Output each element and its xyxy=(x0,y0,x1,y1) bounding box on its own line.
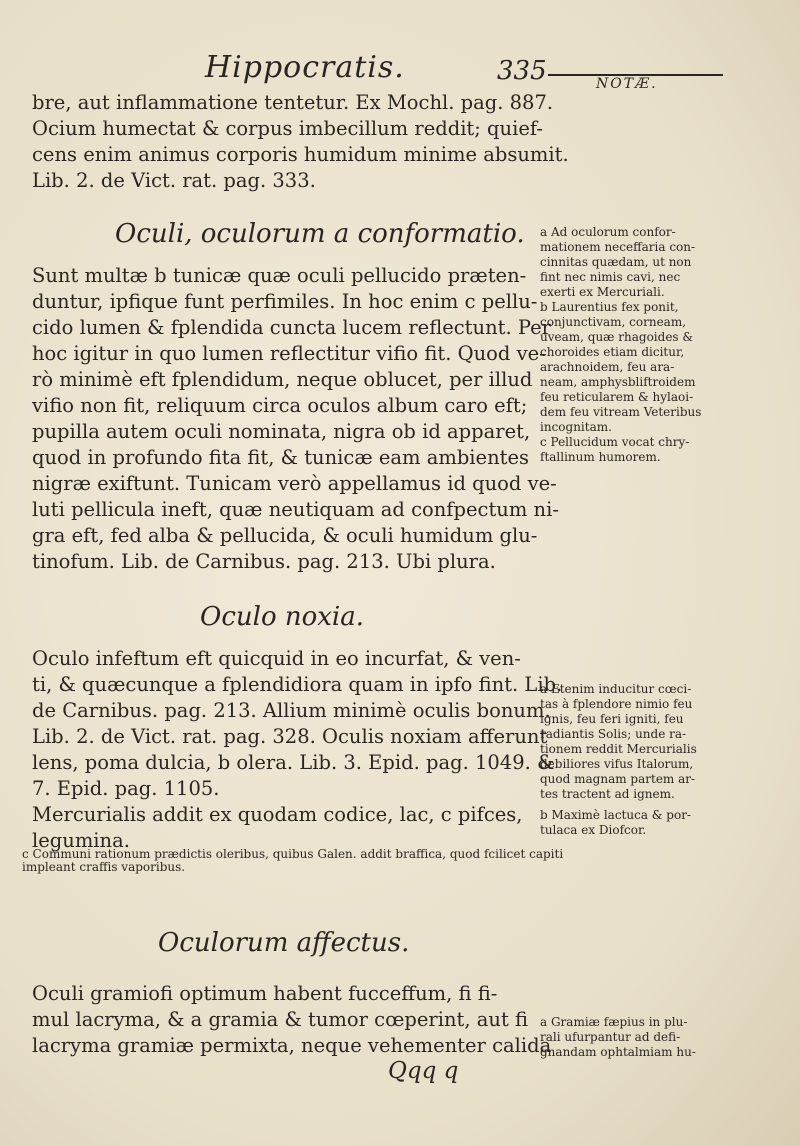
text-line: Sunt multæ b tunicæ quæ oculi pellucido præten- xyxy=(32,264,527,287)
note-line: gnandam ophtalmiam hu- xyxy=(540,1045,696,1059)
note-line: tas à fplendore nimio feu xyxy=(540,697,693,711)
note-line: feu reticularem & hylaoi- xyxy=(540,390,694,404)
text-line: bre, aut inflammatione tentetur. Ex Mochl. pag. 887. xyxy=(32,91,554,114)
note-line: quod magnam partem ar- xyxy=(540,772,696,786)
note-line: cinnitas quædam, ut non xyxy=(540,255,692,269)
note-line: b Maximè lactuca & por- xyxy=(540,808,691,822)
note-line: conjunctivam, corneam, xyxy=(540,315,687,329)
text-line: de Carnibus. pag. 213. Allium minimè oculis bonum. xyxy=(32,699,551,722)
note-line: radiantis Solis; unde ra- xyxy=(540,727,687,741)
text-line: Lib. 2. de Vict. rat. pag. 328. Oculis noxiam afferunt xyxy=(32,725,548,748)
text-line: cido lumen & fplendida cuncta lucem reflectunt. Per xyxy=(32,316,551,339)
text-line: Mercurialis addit ex quodam codice, lac, c pifces, xyxy=(32,803,523,826)
text-line: duntur, ipfique funt perfimiles. In hoc enim c pellu- xyxy=(32,290,538,313)
footnote-line: impleant craffis vaporibus. xyxy=(22,860,186,874)
text-line: pupilla autem oculi nominata, nigra ob id apparet, xyxy=(32,420,531,443)
note-line: a Ad oculorum confor- xyxy=(540,225,676,239)
text-line: tinofum. Lib. de Carnibus. pag. 213. Ubi plura. xyxy=(32,550,496,573)
text-line: mul lacryma, & a gramia & tumor cœperint, aut fi xyxy=(32,1008,528,1031)
note-line: arachnoidem, feu ara- xyxy=(540,360,675,374)
page-number: 335 xyxy=(497,56,547,86)
text-line: hoc igitur in quo lumen reflectitur vifio fit. Quod ve- xyxy=(32,342,546,365)
note-line: mationem neceffaria con- xyxy=(540,240,696,254)
section-heading: Oculi, oculorum a conformatio. xyxy=(115,219,525,249)
note-line: neam, amphysbliftroidem xyxy=(540,375,696,389)
text-line: Ocium humectat & corpus imbecillum reddit; quief- xyxy=(32,117,543,140)
note-line: incognitam. xyxy=(540,420,612,434)
section-heading: Oculorum affectus. xyxy=(158,928,410,958)
text-line: Lib. 2. de Vict. rat. pag. 333. xyxy=(32,169,316,192)
text-line: 7. Epid. pag. 1105. xyxy=(32,777,220,800)
note-line: tulaca ex Diofcor. xyxy=(540,823,647,837)
note-line: a Gramiæ fæpius in plu- xyxy=(540,1015,688,1029)
note-line: choroides etiam dicitur, xyxy=(540,345,685,359)
note-line: a Etenim inducitur cœci- xyxy=(540,682,692,696)
text-line: vifio non fit, reliquum circa oculos album caro eft; xyxy=(32,394,528,417)
text-line: rò minimè eft fplendidum, neque oblucet, per illud xyxy=(32,368,533,391)
note-line: b Laurentius fex ponit, xyxy=(540,300,679,314)
text-line: lens, poma dulcia, b olera. Lib. 3. Epid. pag. 1049. & xyxy=(32,751,555,774)
text-line: Oculo infeftum eft quicquid in eo incurfat, & ven- xyxy=(32,647,521,670)
running-title: Hippocratis. xyxy=(205,50,405,85)
text-line: lacryma gramiæ permixta, neque vehementer calida xyxy=(32,1034,552,1057)
text-line: gra eft, fed alba & pellucida, & oculi humidum glu- xyxy=(32,524,538,547)
text-line: luti pellicula ineft, quæ neutiquam ad confpectum ni- xyxy=(32,498,559,521)
text-line: cens enim animus corporis humidum minime absumit. xyxy=(32,143,569,166)
note-line: tionem reddit Mercurialis xyxy=(540,742,697,756)
note-line: c Pellucidum vocat chry- xyxy=(540,435,690,449)
text-line: Oculi gramiofi optimum habent fucceffum, fi fi- xyxy=(32,982,498,1005)
note-line: debiliores vifus Italorum, xyxy=(540,757,694,771)
note-line: fint nec nimis cavi, nec xyxy=(540,270,681,284)
notes-label: NOTÆ. xyxy=(596,76,658,92)
note-line: ftallinum humorem. xyxy=(540,450,661,464)
note-line: exerti ex Mercuriali. xyxy=(540,285,665,299)
text-line: legumina. xyxy=(32,829,130,852)
catchword: Qqq q xyxy=(388,1058,459,1084)
note-line: tes tractent ad ignem. xyxy=(540,787,675,801)
footnote-line: c Communi rationum prædictis oleribus, quibus Galen. addit braffica, quod fcilicet capiti xyxy=(22,847,564,861)
note-line: rali ufurpantur ad defi- xyxy=(540,1030,681,1044)
note-line: uveam, quæ rhagoides & xyxy=(540,330,694,344)
section-heading: Oculo noxia. xyxy=(200,602,364,632)
note-line: dem feu vitream Veteribus xyxy=(540,405,702,419)
text-line: nigræ exiftunt. Tunicam verò appellamus id quod ve- xyxy=(32,472,557,495)
text-line: quod in profundo fita fit, & tunicæ eam ambientes xyxy=(32,446,530,469)
text-line: ti, & quæcunque a fplendidiora quam in ipfo fint. Lib. xyxy=(32,673,563,696)
note-line: ignis, feu feri igniti, feu xyxy=(540,712,684,726)
